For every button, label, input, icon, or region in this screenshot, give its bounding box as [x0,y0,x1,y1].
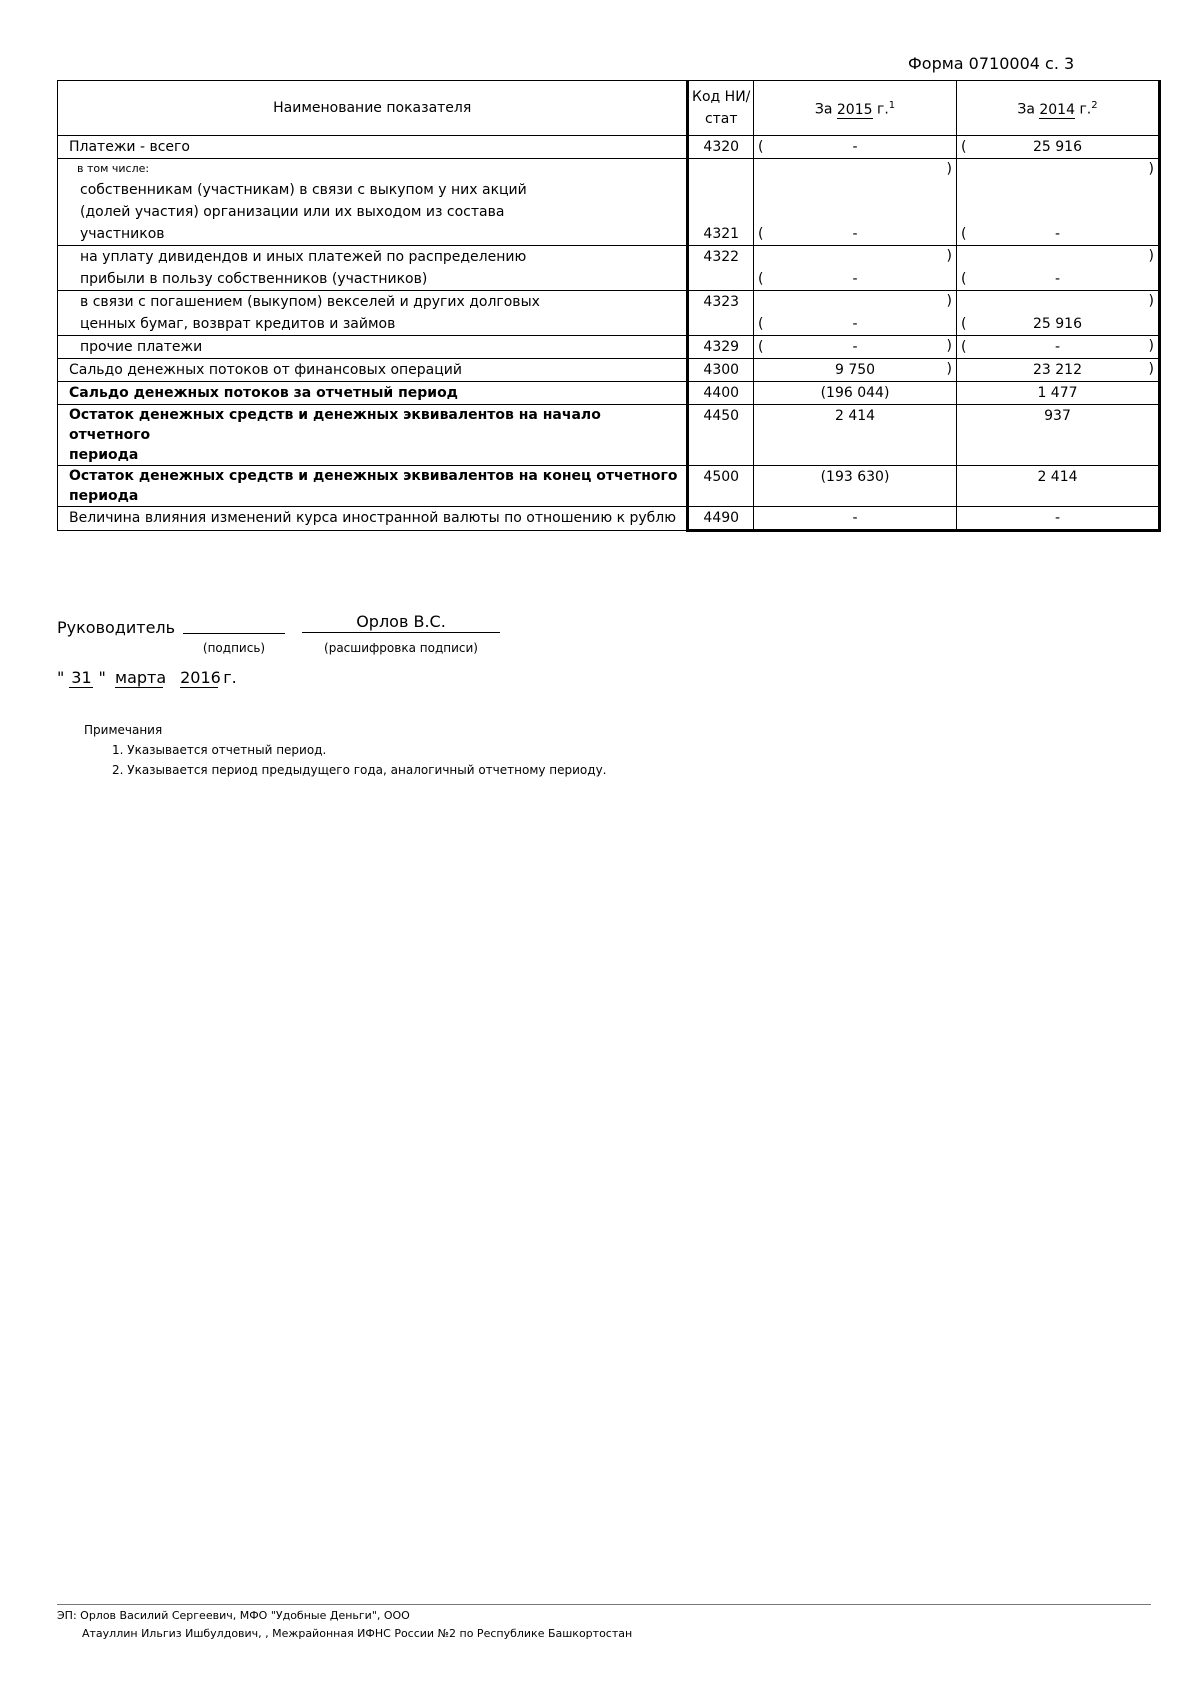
row-code: 4321 [688,159,754,246]
header-code-line2: стат [704,111,738,127]
row-code: 4400 [688,382,754,405]
row-name [58,405,688,466]
signature-decode-caption: (расшифровка подписи) [324,641,478,655]
note-item: 2. Указывается период предыдущего года, аналогичный отчетному периоду. [112,763,607,777]
row-intro: в том числе: [77,162,150,175]
note-item: 1. Указывается отчетный период. [112,743,327,757]
table-row [58,291,1160,336]
cash-flow-table [57,80,1161,532]
header-2015-year: 2015 [836,101,873,118]
value-text: - [1054,339,1061,355]
date-quote-close: " [98,668,106,687]
signature-name: Орлов В.С. [302,612,500,633]
row-value-2015: (196 044) [754,382,957,405]
signature-line [183,632,285,634]
row-name [58,466,688,507]
header-2015-note: 1 [888,100,896,112]
header-code-line1: Код НИ/ [692,89,751,105]
table-row [58,136,1160,159]
date-month: марта [115,668,167,687]
paren-open: ( [961,226,967,242]
table-row [58,336,1160,359]
row-value-2014 [957,136,1160,177]
row-name: Сальдо денежных потоков за отчетный период [58,382,688,405]
row-name-line: участников [80,226,165,242]
row-value-2014: 2 414 [957,466,1160,507]
row-name [58,246,688,291]
paren-close: ) [1148,293,1154,309]
signature-title: Руководитель [57,618,176,637]
signature-caption: (подпись) [202,641,266,655]
paren-close: ) [946,248,952,264]
header-2014-note: 2 [1091,100,1098,112]
row-name [58,159,688,246]
row-value-2014: 23 212 [957,359,1160,382]
header-2015-suffix: г. [876,101,889,118]
paren-close: ) [1148,248,1154,264]
header-2015 [754,81,957,136]
row-name-line: в связи с погашением (выкупом) векселей и других долговых [80,294,540,310]
row-code: 4322 [688,246,754,291]
row-value-2015 [754,246,957,309]
row-value-2014: - [957,507,1160,531]
paren-open: ( [758,139,764,155]
paren-open: ( [758,339,764,355]
row-name: Сальдо денежных потоков от финансовых операций [58,359,688,382]
paren-close: ) [1148,161,1154,177]
paren-close: ) [946,361,952,377]
notes [84,720,607,780]
value-text: - [852,271,858,287]
row-name-line: ценных бумаг, возврат кредитов и займов [80,316,396,332]
header-2015-prefix: За [814,101,833,118]
row-code: 4500 [688,466,754,507]
row-name: прочие платежи [58,336,688,359]
table-row [58,507,1160,531]
row-name-line: периода [69,447,139,463]
row-name-line: (долей участия) организации или их выходом из состава [80,204,505,220]
table-row [58,246,1160,291]
row-value-2014 [957,291,1160,354]
value-text: 25 916 [1033,316,1082,332]
paren-open: ( [961,339,967,355]
table-header-row [58,81,1160,136]
row-value-2014 [957,159,1160,264]
value-text: - [852,316,858,332]
paren-close: ) [946,161,952,177]
row-name: Платежи - всего [58,136,688,159]
row-name-line: Остаток денежных средств и денежных эквивалентов на начало отчетного [69,407,601,443]
row-name-line: периода [69,488,139,504]
row-name-line: на уплату дивидендов и иных платежей по распределению [80,249,527,265]
header-code [688,81,754,136]
table-row [58,382,1160,405]
paren-close: ) [1148,338,1154,354]
row-code: 4329 [688,336,754,359]
footer-line-1: ЭП: Орлов Василий Сергеевич, МФО "Удобные Деньги", ООО [57,1609,410,1622]
notes-title: Примечания [84,723,163,737]
row-name-line: Остаток денежных средств и денежных эквивалентов на конец отчетного [69,468,678,484]
date-quote-open: " [57,668,65,687]
paren-open: ( [758,271,764,287]
row-value-2014: 937 [957,405,1160,466]
footer [57,1607,632,1643]
value-text: 25 916 [1033,139,1082,155]
row-value-2015 [754,136,957,177]
value-text: - [1054,226,1061,242]
value-text: - [852,339,858,355]
row-value-2015: - [754,507,957,531]
value-text: - [852,139,858,155]
table-row [58,405,1160,466]
paren-close: ) [946,293,952,309]
row-code: 4300 [688,359,754,382]
row-value-2015 [754,159,957,264]
row-value-2015: 2 414 [754,405,957,466]
paren-open: ( [961,139,967,155]
signature-date [57,668,237,688]
value-text: - [1054,271,1061,287]
header-2014 [957,81,1160,136]
header-name: Наименование показателя [58,81,688,136]
paren-open: ( [758,226,764,242]
row-code: 4320 [688,136,754,159]
row-name-line: прибыли в пользу собственников (участников) [80,271,428,287]
footer-divider [57,1604,1151,1605]
row-name [58,291,688,336]
paren-open: ( [961,271,967,287]
table-row [58,159,1160,246]
date-year: 2016 [180,668,221,687]
row-value-2014 [957,246,1160,309]
date-day: 31 [71,668,92,687]
paren-open: ( [961,316,967,332]
row-value-2015 [754,291,957,354]
row-value-2015: (193 630) [754,466,957,507]
row-code: 4490 [688,507,754,531]
table-row [58,359,1160,382]
value-text: - [852,226,858,242]
row-value-2015: 9 750 [754,359,957,382]
row-code: 4450 [688,405,754,466]
paren-close: ) [1148,361,1154,377]
date-year-suffix: г. [223,668,237,687]
table-row [58,466,1160,507]
row-code: 4323 [688,291,754,336]
form-code: Форма 0710004 с. 3 [908,54,1075,73]
footer-line-2: Атауллин Ильгиз Ишбулдович, , Межрайонная ИФНС России №2 по Республике Башкортостан [82,1627,633,1640]
header-2014-prefix: За [1017,101,1035,118]
header-2014-year: 2014 [1039,101,1075,118]
row-name-line: собственникам (участникам) в связи с выкупом у них акций [80,182,527,198]
row-value-2014: 1 477 [957,382,1160,405]
paren-open: ( [758,316,764,332]
header-2014-suffix: г. [1079,101,1092,118]
row-name: Величина влияния изменений курса иностранной валюты по отношению к рублю [58,507,688,531]
paren-close: ) [946,338,952,354]
